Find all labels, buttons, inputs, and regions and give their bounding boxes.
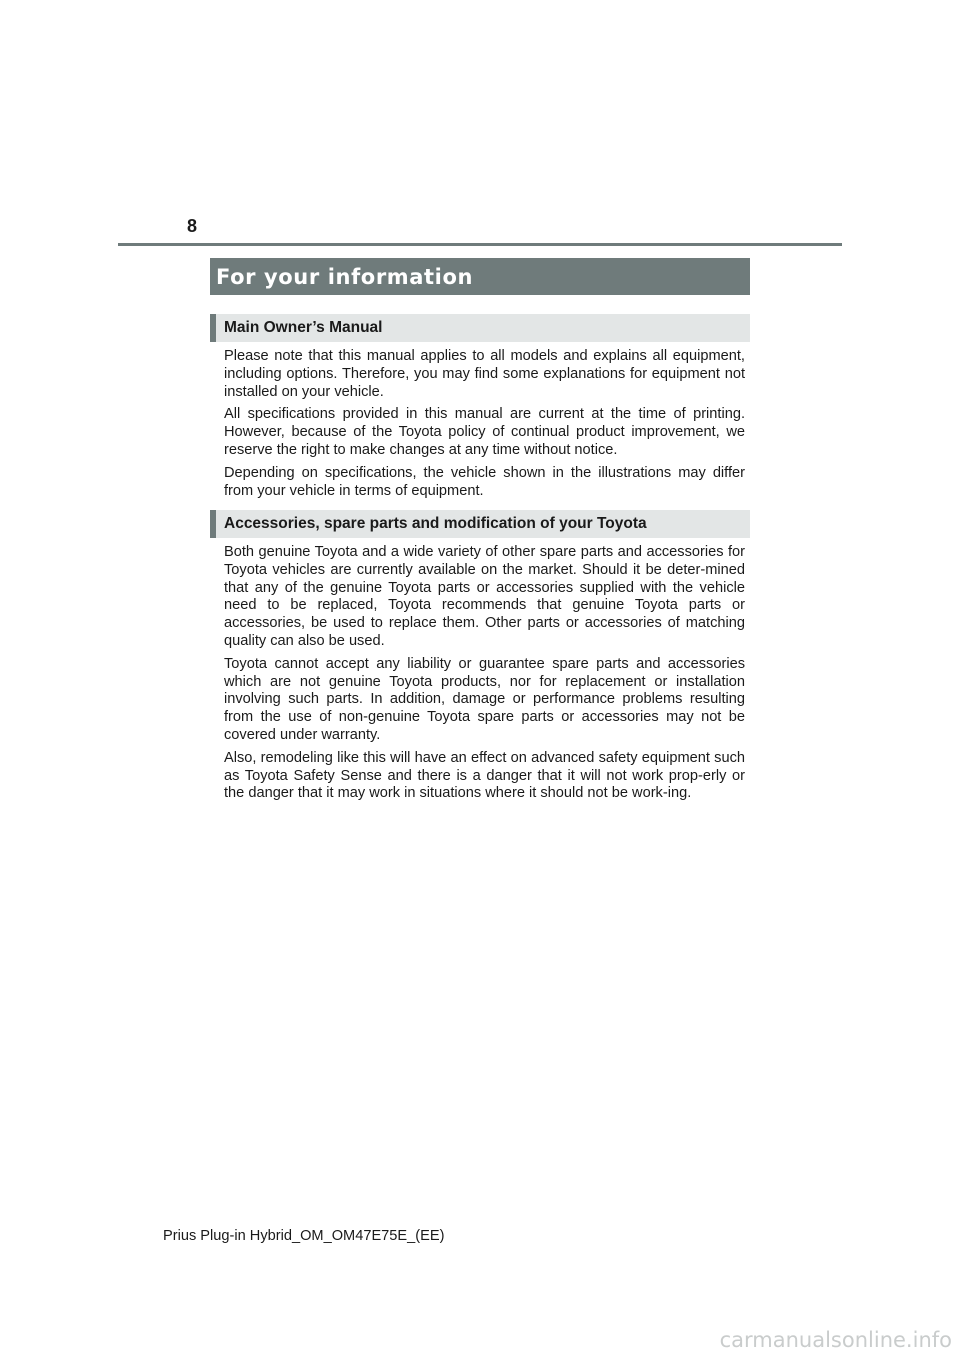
section-heading-accessories bbox=[210, 510, 750, 538]
section-heading-main-owners-manual bbox=[210, 314, 750, 342]
section-body-main-owners-manual bbox=[224, 348, 745, 505]
section-title: Accessories, spare parts and modification of your Toyota bbox=[224, 515, 647, 532]
page-title: For your information bbox=[216, 264, 474, 289]
watermark: carmanualsonline.info bbox=[719, 1328, 952, 1352]
footer-document-id: Prius Plug-in Hybrid_OM_OM47E75E_(EE) bbox=[163, 1228, 445, 1244]
paragraph: Please note that this manual applies to all models and explains all equipment, including options. Therefore, you may find some explanations for equipment not installed on your vehicle. bbox=[224, 348, 745, 400]
page-title-bar bbox=[210, 258, 750, 295]
paragraph: All specifications provided in this manual are current at the time of printing. However, because of the Toyota policy of continual product improvement, we reserve the right to make changes at any time without notice. bbox=[224, 406, 745, 458]
section-body-accessories bbox=[224, 544, 745, 808]
paragraph: Depending on specifications, the vehicle shown in the illustrations may differ from your vehicle in terms of equipment. bbox=[224, 464, 745, 499]
paragraph: Also, remodeling like this will have an effect on advanced safety equipment such as Toyota Safety Sense and there is a danger that it will not work prop-erly or the danger that it may work in situations where it should not be work-ing. bbox=[224, 749, 745, 802]
section-marker bbox=[210, 510, 216, 538]
paragraph: Both genuine Toyota and a wide variety of other spare parts and accessories for Toyota vehicles are currently available on the market. Should it be deter-mined that any of the genuine Toyota parts or accessories supplied with the vehicle need to be replaced, Toyota recommends that genuine Toyota parts or accessories, be used to replace them. Other parts or accessories of matching quality can also be used. bbox=[224, 544, 745, 649]
header-rule bbox=[118, 243, 842, 246]
section-marker bbox=[210, 314, 216, 342]
paragraph: Toyota cannot accept any liability or guarantee spare parts and accessories which are not genuine Toyota products, nor for replacement or installation involving such parts. In addition, damage or performance problems resulting from the use of non-genuine Toyota spare parts or accessories may not be covered under warranty. bbox=[224, 655, 745, 743]
section-title: Main Owner’s Manual bbox=[224, 319, 383, 336]
page-number: 8 bbox=[187, 216, 198, 236]
